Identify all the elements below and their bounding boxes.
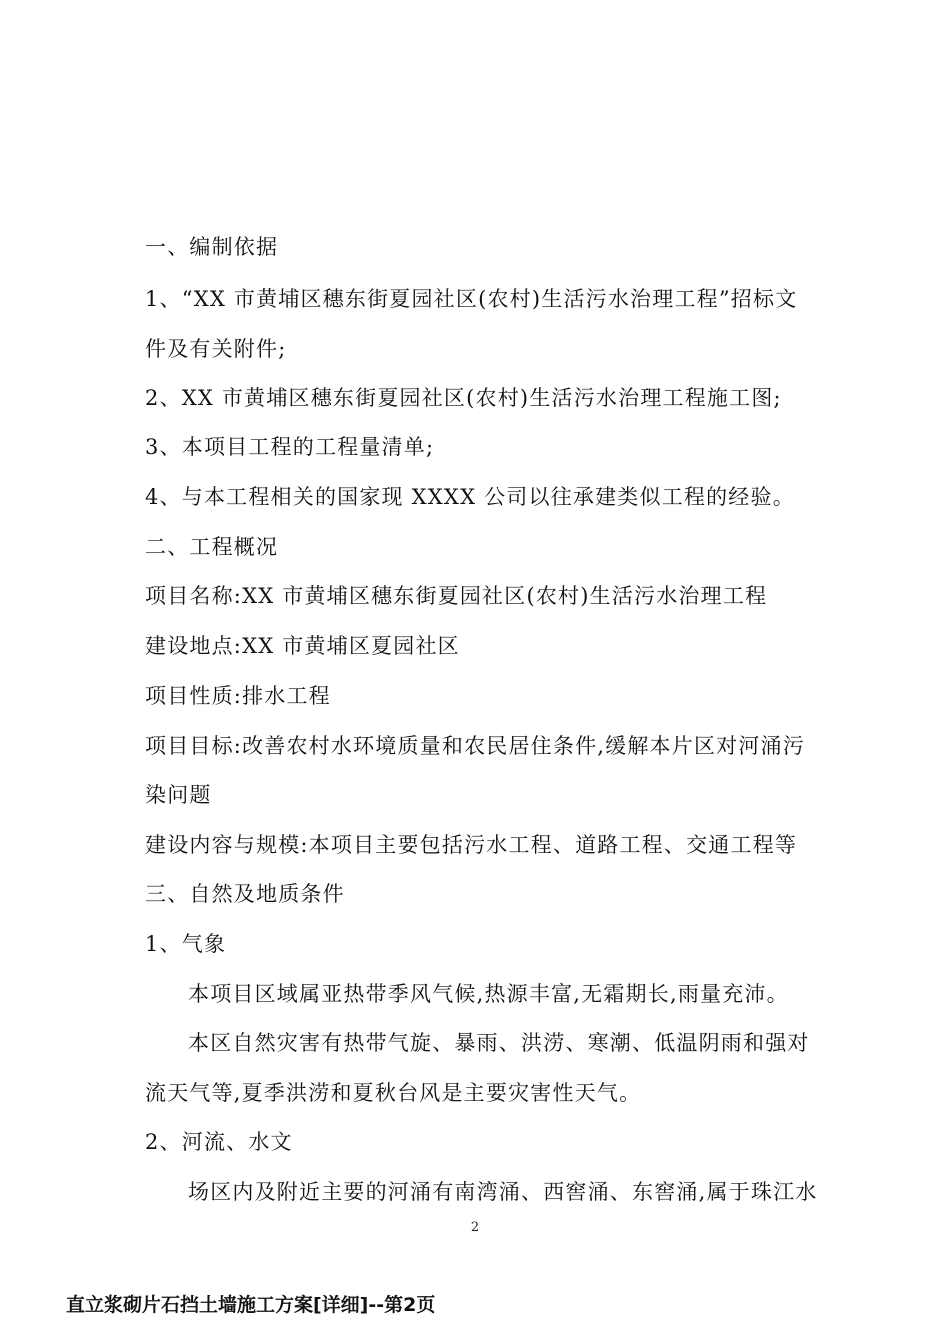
heading-project-overview: 二、工程概况 (145, 535, 279, 559)
paragraph-line: 件及有关附件; (145, 337, 287, 361)
paragraph-line: 流天气等,夏季洪涝和夏秋台风是主要灾害性天气。 (145, 1081, 642, 1105)
paragraph-line: 4、与本工程相关的国家现 XXXX 公司以往承建类似工程的经验。 (145, 485, 795, 509)
heading-natural-geological-conditions: 三、自然及地质条件 (145, 882, 345, 906)
heading-compilation-basis: 一、编制依据 (145, 235, 279, 259)
subheading-rivers-hydrology: 2、河流、水文 (145, 1130, 293, 1154)
paragraph-line: 本项目区域属亚热带季风气候,热源丰富,无霜期长,雨量充沛。 (188, 982, 789, 1006)
footer-title: 直立浆砌片石挡土墙施工方案[详细]--第2页 (66, 1294, 436, 1316)
paragraph-line: 项目性质:排水工程 (145, 684, 331, 708)
paragraph-line: 本区自然灾害有热带气旋、暴雨、洪涝、寒潮、低温阴雨和强对 (188, 1031, 810, 1055)
paragraph-line: 染问题 (145, 783, 212, 807)
paragraph-line: 项目目标:改善农村水环境质量和农民居住条件,缓解本片区对河涌污 (145, 734, 805, 758)
paragraph-line: 建设内容与规模:本项目主要包括污水工程、道路工程、交通工程等 (145, 833, 798, 857)
paragraph-line: 项目名称:XX 市黄埔区穗东街夏园社区(农村)生活污水治理工程 (145, 584, 768, 608)
paragraph-line: 建设地点:XX 市黄埔区夏园社区 (145, 634, 460, 658)
subheading-climate: 1、气象 (145, 932, 227, 956)
paragraph-line: 场区内及附近主要的河涌有南湾涌、西窖涌、东窖涌,属于珠江水 (188, 1180, 818, 1204)
paragraph-line: 2、XX 市黄埔区穗东街夏园社区(农村)生活污水治理工程施工图; (145, 386, 782, 410)
page-number: 2 (470, 1220, 480, 1235)
paragraph-line: 1、“XX 市黄埔区穗东街夏园社区(农村)生活污水治理工程”招标文 (145, 287, 798, 311)
paragraph-line: 3、本项目工程的工程量清单; (145, 435, 435, 459)
